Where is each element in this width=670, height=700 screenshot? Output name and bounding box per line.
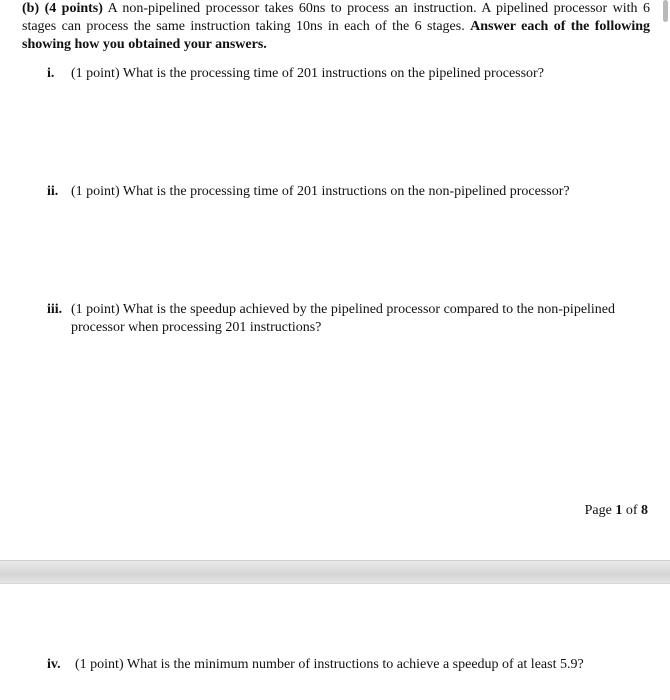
- question-ii-text: (1 point) What is the processing time of 201 instructions on the non-pipelined processor?: [71, 184, 570, 199]
- page-number: [585, 503, 648, 519]
- question-i-text: (1 point) What is the processing time of 201 instructions on the pipelined processor?: [71, 66, 544, 81]
- question-iv-number: iv.: [47, 657, 61, 672]
- question-i-number: i.: [47, 66, 55, 81]
- question-b-points: (4 points): [44, 1, 103, 16]
- question-iv-text: (1 point) What is the minimum number of instructions to achieve a speedup of at least 5.9?: [75, 657, 584, 672]
- page-total: 8: [641, 503, 648, 518]
- question-b-label: (b): [22, 1, 40, 16]
- question-b-intro: [22, 0, 650, 54]
- question-ii-number: ii.: [47, 184, 59, 199]
- page-break-divider: [0, 560, 670, 584]
- page-word: Page: [584, 503, 616, 518]
- question-iii-text: (1 point) What is the speedup achieved by the pipelined processor compared to the non-pipelined processor when processing 201 instructions?: [71, 302, 616, 335]
- scrollbar-thumb[interactable]: [663, 0, 668, 22]
- question-i: [47, 65, 647, 83]
- question-iii-number: iii.: [47, 302, 63, 317]
- question-b-instruction: Answer each of the following showing how you obtained your answers.: [22, 19, 650, 52]
- page-current: 1: [615, 503, 623, 518]
- question-iv: [47, 656, 647, 674]
- page-of-word: of: [622, 503, 641, 518]
- question-ii: [47, 183, 647, 201]
- question-iii: [47, 301, 652, 337]
- question-b-text: A non-pipelined processor takes 60ns to process an instruction. A pipelined processor with 6 stages can process the same instruction taking 10ns in each of the 6 stages.: [22, 1, 651, 34]
